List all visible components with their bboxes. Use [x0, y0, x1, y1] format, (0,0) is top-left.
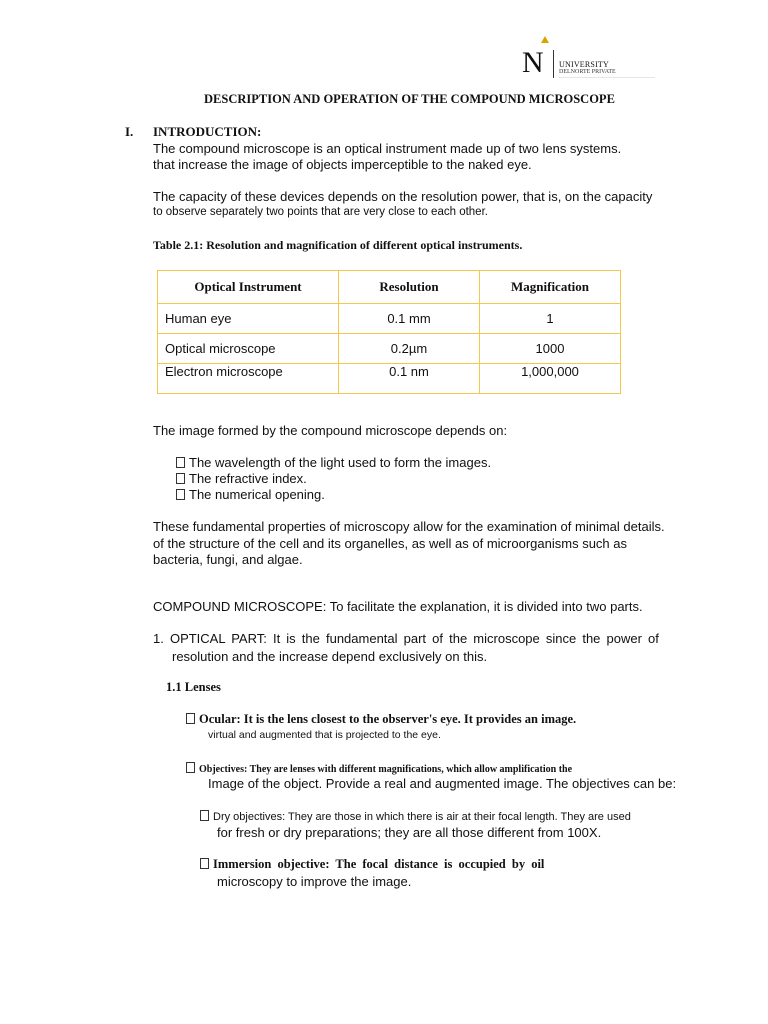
- compound-paragraph: COMPOUND MICROSCOPE: To facilitate the explanation, it is divided into two parts.: [153, 599, 643, 614]
- ocular-text: Ocular: It is the lens closest to the observer's eye. It provides an image.: [199, 712, 577, 726]
- logo-rule: [559, 77, 655, 78]
- list-item-text: The wavelength of the light used to form the images.: [189, 455, 492, 470]
- ocular-line-2: virtual and augmented that is projected to the eye.: [208, 729, 441, 741]
- table-row: [158, 334, 621, 364]
- ocular-line-1: [186, 712, 576, 727]
- cell-resolution: [339, 364, 480, 394]
- cell-instrument: Human eye: [158, 304, 339, 334]
- bullet-box-icon: [186, 762, 195, 773]
- table-row: [158, 304, 621, 334]
- section-numeral: I.: [125, 124, 134, 139]
- bullet-box-icon: [176, 489, 185, 500]
- optical-line-1: 1. OPTICAL PART: It is the fundamental part of the microscope since the power of: [153, 631, 659, 646]
- bullet-box-icon: [176, 473, 185, 484]
- table-row: [158, 364, 621, 394]
- fundamental-line-1: These fundamental properties of microscopy allow for the examination of minimal details.: [153, 519, 665, 534]
- list-item-text: The refractive index.: [189, 471, 307, 486]
- immersion-line-1: [200, 857, 544, 872]
- dry-line-2: for fresh or dry preparations; they are all those different from 100X.: [217, 825, 602, 840]
- table-header-row: [158, 271, 621, 304]
- header-magnification: Magnification: [480, 271, 621, 304]
- university-logo: [522, 36, 662, 80]
- immersion-text: Immersion objective: The focal distance is occupied by oil: [213, 857, 545, 871]
- intro-line-1: The compound microscope is an optical instrument made up of two lens systems.: [153, 141, 622, 156]
- cell-instrument: [158, 364, 339, 394]
- cell-resolution: 0.2µm: [339, 334, 480, 364]
- cell-resolution-text: 0.1 nm: [389, 364, 429, 379]
- list-item-text: The numerical opening.: [189, 487, 325, 502]
- intro-line-2: that increase the image of objects imperceptible to the naked eye.: [153, 157, 532, 172]
- bullet-box-icon: [200, 810, 209, 821]
- list-item: [176, 487, 325, 502]
- table-caption: Table 2.1: Resolution and magnification of different optical instruments.: [153, 238, 523, 252]
- depends-lead: The image formed by the compound microscope depends on:: [153, 423, 508, 438]
- header-resolution: Resolution: [339, 271, 480, 304]
- cell-resolution: 0.1 mm: [339, 304, 480, 334]
- logo-text-line1: UNIVERSITY: [559, 60, 609, 69]
- objectives-text: Objectives: They are lenses with different magnifications, which allow amplification the: [199, 764, 573, 775]
- intro-line-3: The capacity of these devices depends on the resolution power, that is, on the capacity: [153, 189, 653, 204]
- immersion-line-2: microscopy to improve the image.: [217, 874, 412, 889]
- fundamental-line-3: bacteria, fungi, and algae.: [153, 552, 303, 567]
- dry-text: Dry objectives: They are those in which there is air at their focal length. They are used: [213, 811, 631, 823]
- header-optical-instrument: Optical Instrument: [158, 271, 339, 304]
- intro-line-4: to observe separately two points that are very close to each other.: [153, 206, 488, 218]
- cell-instrument-text: Electron microscope: [165, 364, 283, 379]
- cell-magnification-text: 1,000,000: [521, 364, 579, 379]
- bullet-box-icon: [186, 713, 195, 724]
- cell-magnification: 1000: [480, 334, 621, 364]
- fundamental-line-2: of the structure of the cell and its organelles, as well as of microorganisms such as: [153, 536, 627, 551]
- objectives-line-2: Image of the object. Provide a real and augmented image. The objectives can be:: [208, 776, 677, 791]
- cell-magnification: [480, 364, 621, 394]
- objectives-line-1: [186, 762, 572, 775]
- list-item: [176, 455, 491, 470]
- logo-divider: [553, 50, 554, 78]
- optical-line-2: resolution and the increase depend exclusively on this.: [172, 649, 488, 664]
- dry-line-1: [200, 810, 631, 823]
- logo-text-line2: DELNORTE PRIVATE: [559, 69, 616, 75]
- logo-triangle-icon: [541, 36, 549, 43]
- list-item: [176, 471, 307, 486]
- bullet-box-icon: [200, 858, 209, 869]
- cell-instrument: Optical microscope: [158, 334, 339, 364]
- bullet-box-icon: [176, 457, 185, 468]
- lenses-heading: 1.1 Lenses: [166, 680, 221, 694]
- cell-magnification: 1: [480, 304, 621, 334]
- logo-letter: N: [522, 46, 544, 79]
- section-heading: INTRODUCTION:: [153, 124, 262, 139]
- instruments-table: [157, 270, 621, 394]
- document-title: DESCRIPTION AND OPERATION OF THE COMPOUND MICROSCOPE: [204, 92, 615, 106]
